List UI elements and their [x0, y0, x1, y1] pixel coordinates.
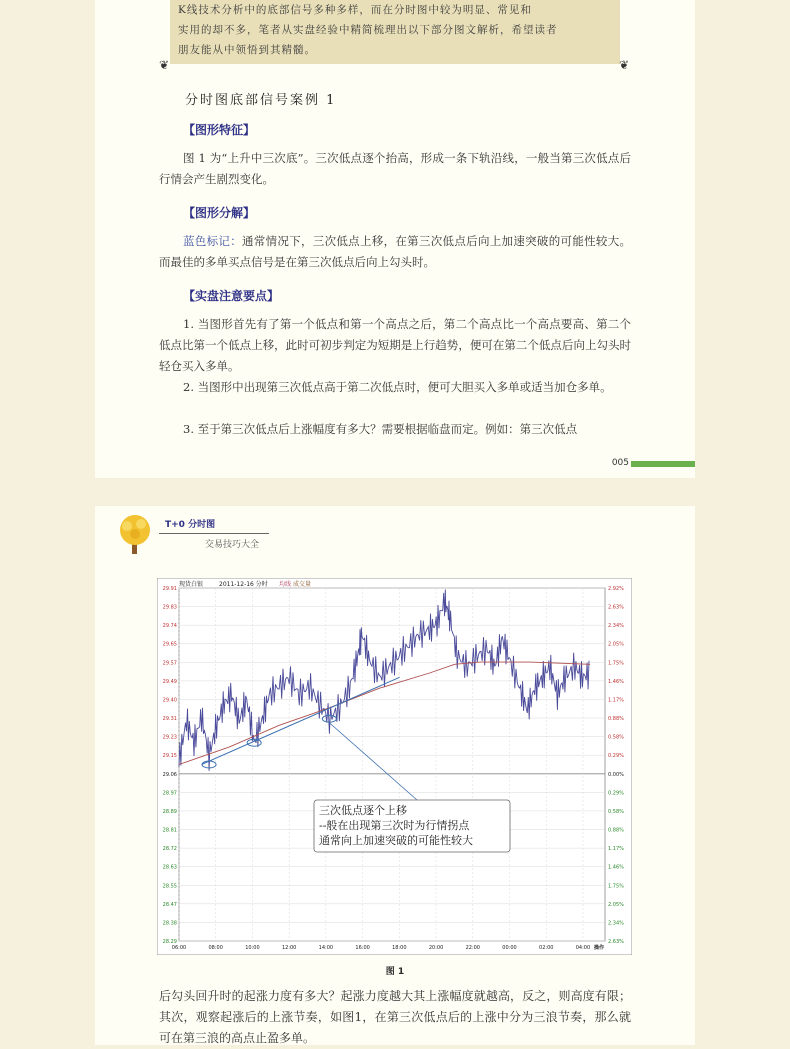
callout-line-3: 通常向上加速突破的可能性较大 [319, 834, 473, 847]
y-tick-right: 0.58% [608, 808, 624, 815]
y-tick-right: 0.29% [608, 753, 624, 760]
header-divider [159, 533, 269, 534]
y-tick-right: 0.58% [608, 734, 624, 741]
x-tick: 02:00 [539, 945, 554, 951]
y-tick-left: 29.40 [162, 697, 177, 704]
chart-background [157, 578, 632, 955]
callout-line-1: 三次低点逐个上移 [319, 804, 407, 817]
x-tick: 04:00 [575, 945, 591, 951]
left-ornament-icon: ❦ [159, 58, 170, 72]
y-tick-left: 29.91 [162, 586, 177, 592]
y-tick-right: 1.17% [608, 846, 624, 853]
intraday-chart [157, 578, 632, 955]
paragraph-note-3: 3. 至于第三次低点后上涨幅度有多大？需要根据临盘而定。例如：第三次低点 [183, 422, 578, 436]
y-tick-left: 29.57 [162, 660, 177, 667]
y-tick-left: 28.72 [162, 846, 177, 853]
y-tick-right: 2.34% [608, 920, 624, 927]
chart-date-label: 2011-12-16 分时 [219, 581, 268, 588]
y-tick-right: 1.46% [608, 864, 624, 871]
section-heading-features: 【图形特征】 [183, 123, 256, 137]
y-tick-left: 29.65 [162, 641, 177, 648]
x-tick: 14:00 [318, 945, 334, 951]
chart-svg [157, 578, 632, 955]
y-tick-right: 1.75% [608, 660, 624, 667]
intro-line-3: 朋友能从中领悟到其精髓。 [178, 44, 316, 56]
y-tick-left: 28.97 [162, 790, 177, 797]
x-tick: 00:00 [502, 945, 517, 951]
page-number: 005 [611, 458, 629, 468]
chart-instrument-label: 现货白银 [179, 581, 204, 588]
callout-line-2: --般在出现第三次时为行情拐点 [319, 819, 470, 832]
y-tick-left: 29.06 [162, 771, 177, 778]
y-tick-left: 28.29 [162, 939, 177, 945]
y-tick-right: 2.92% [608, 586, 624, 592]
page-number-bar [631, 461, 695, 467]
y-tick-left: 28.89 [162, 808, 177, 815]
section-heading-breakdown: 【图形分解】 [183, 206, 256, 220]
y-tick-left: 28.38 [162, 920, 177, 927]
x-tick: 12:00 [281, 945, 297, 951]
paragraph-features: 图 1 为“上升中三次底”。三次低点逐个抬高，形成一条下轨沿线，一般当第三次低点后行情会产生剧烈变化。 [159, 151, 631, 186]
y-tick-right: 1.17% [608, 697, 624, 704]
chart-legend-volume: 成交量 [293, 581, 312, 588]
x-tick: 10:00 [245, 945, 260, 951]
y-tick-left: 29.23 [162, 734, 177, 741]
x-tick: 16:00 [355, 945, 370, 951]
y-tick-right: 2.63% [608, 939, 624, 945]
y-tick-right: 2.05% [608, 641, 624, 648]
y-tick-right: 0.88% [608, 716, 624, 723]
money-tree-icon [115, 512, 155, 556]
y-tick-left: 29.74 [162, 623, 177, 630]
paragraph-note-1: 1. 当图形首先有了第一个低点和第一个高点之后，第二个高点比一个高点要高、第二个低点比第一个低点上移，此时可初步判定为短期是上行趋势，便可在第二个低点后向上勾头时轻仓买入多单。 [159, 317, 631, 373]
y-tick-right: 1.46% [608, 678, 624, 685]
x-tick: 18:00 [392, 945, 407, 951]
y-tick-right: 2.63% [608, 604, 624, 611]
x-tick: 22:00 [465, 945, 481, 951]
paragraph-bottom: 后勾头回升时的起涨力度有多大？起涨力度越大其上涨幅度就越高，反之，则高度有限；其次，观察起涨后的上涨节奏，如图1，在第三次低点后的上涨中分为三浪节奏，那么就可在第三浪的高点止盈多单。 [159, 989, 631, 1045]
x-tick: 06:00 [171, 945, 187, 951]
x-tick: 20:00 [428, 945, 444, 951]
y-tick-right: 0.00% [608, 771, 624, 778]
y-tick-left: 29.49 [162, 678, 177, 685]
y-tick-right: 1.75% [608, 883, 624, 890]
y-tick-left: 28.47 [162, 901, 177, 908]
y-tick-left: 29.83 [162, 604, 177, 611]
right-ornament-icon: ❦ [619, 58, 630, 72]
chart-legend-avg: 均线 [279, 581, 292, 588]
y-tick-right: 2.34% [608, 623, 624, 630]
book-page-005 [95, 0, 695, 478]
y-tick-left: 28.81 [162, 827, 177, 834]
y-tick-right: 0.29% [608, 790, 624, 797]
breakdown-text: 通常情况下，三次低点上移，在第三次低点后向上加速突破的可能性较大。而最佳的多单买点信号是在第三次低点后向上勾头时。 [159, 234, 632, 269]
section-heading-notes: 【实盘注意要点】 [183, 289, 280, 303]
y-tick-left: 29.31 [162, 716, 177, 723]
header-title: T+0 分时图 [165, 520, 216, 530]
book-page-006 [95, 506, 695, 1045]
x-end-label: 操作 [593, 945, 604, 951]
header-subtitle: 交易技巧大全 [205, 540, 260, 550]
case-title: 分时图底部信号案例 1 [185, 93, 337, 108]
y-tick-left: 28.63 [162, 864, 177, 871]
y-tick-right: 2.05% [608, 901, 624, 908]
intro-box [170, 0, 620, 64]
intro-line-1: K线技术分析中的底部信号多种多样，而在分时图中较为明显、常见和 [178, 4, 532, 16]
intro-line-2: 实用的却不多，笔者从实盘经验中精简梳理出以下部分图文解析，希望读者 [178, 24, 558, 36]
y-tick-left: 28.55 [162, 883, 177, 890]
paragraph-breakdown [159, 231, 631, 273]
paragraph-note-2: 2. 当图形中出现第三次低点高于第二次低点时，便可大胆买入多单或适当加仓多单。 [183, 380, 612, 394]
y-tick-left: 29.15 [162, 753, 177, 760]
figure-caption: 图 1 [385, 967, 405, 977]
y-tick-right: 0.88% [608, 827, 624, 834]
x-tick: 08:00 [208, 945, 223, 951]
blue-marker-label: 蓝色标记： [183, 234, 242, 248]
